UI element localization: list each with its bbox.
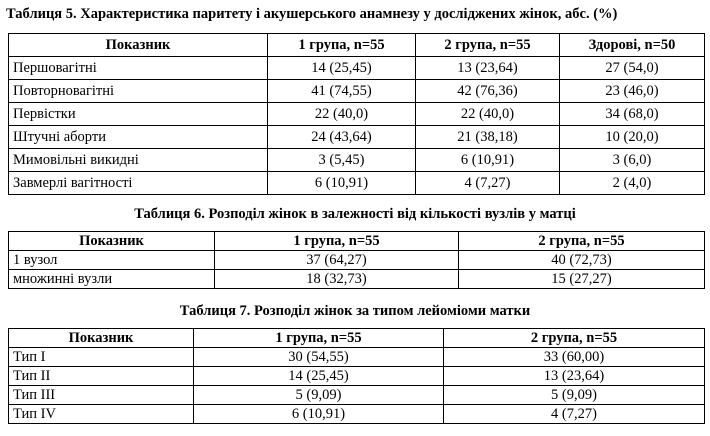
table-row [9, 367, 705, 386]
table-cell: 40 (72,73) [459, 251, 705, 270]
table-row [9, 126, 705, 149]
table-row [9, 172, 705, 195]
table-cell: 23 (46,0) [560, 80, 705, 103]
row-label: Першовагітні [9, 57, 268, 80]
table-header-row [9, 329, 705, 348]
column-header: 2 група, n=55 [416, 34, 560, 57]
row-label: Тип I [9, 348, 194, 367]
column-header: Показник [9, 329, 194, 348]
table5 [8, 33, 705, 195]
table-cell: 14 (25,45) [268, 57, 416, 80]
table-header-row [9, 232, 705, 251]
table-row [9, 348, 705, 367]
table-cell: 15 (27,27) [459, 270, 705, 289]
table-cell: 6 (10,91) [416, 149, 560, 172]
table-cell: 6 (10,91) [194, 405, 444, 424]
table-cell: 33 (60,00) [444, 348, 705, 367]
table-row [9, 103, 705, 126]
row-label: 1 вузол [9, 251, 215, 270]
table-cell: 22 (40,0) [416, 103, 560, 126]
table-row [9, 405, 705, 424]
table-row [9, 386, 705, 405]
table-cell: 27 (54,0) [560, 57, 705, 80]
table5-caption: Таблиця 5. Характеристика паритету і акушерського анамнезу у досліджених жінок, абс. (%) [6, 6, 618, 22]
table-header-row [9, 34, 705, 57]
table-cell: 42 (76,36) [416, 80, 560, 103]
table-cell: 41 (74,55) [268, 80, 416, 103]
table-cell: 13 (23,64) [416, 57, 560, 80]
table7 [8, 328, 705, 424]
column-header: Показник [9, 34, 268, 57]
row-label: Мимовільні викидні [9, 149, 268, 172]
column-header: 1 група, n=55 [268, 34, 416, 57]
table-cell: 22 (40,0) [268, 103, 416, 126]
table-cell: 34 (68,0) [560, 103, 705, 126]
table-cell: 5 (9,09) [444, 386, 705, 405]
row-label: Тип IV [9, 405, 194, 424]
table-cell: 3 (6,0) [560, 149, 705, 172]
row-label: Первістки [9, 103, 268, 126]
row-label: Штучні аборти [9, 126, 268, 149]
table-cell: 14 (25,45) [194, 367, 444, 386]
table-cell: 5 (9,09) [194, 386, 444, 405]
table-row [9, 270, 705, 289]
column-header: Показник [9, 232, 215, 251]
table-cell: 21 (38,18) [416, 126, 560, 149]
table-cell: 3 (5,45) [268, 149, 416, 172]
table-cell: 30 (54,55) [194, 348, 444, 367]
column-header: 1 група, n=55 [194, 329, 444, 348]
column-header: 1 група, n=55 [215, 232, 459, 251]
table-cell: 13 (23,64) [444, 367, 705, 386]
column-header: 2 група, n=55 [459, 232, 705, 251]
row-label: Тип II [9, 367, 194, 386]
table-cell: 6 (10,91) [268, 172, 416, 195]
table-row [9, 149, 705, 172]
table-cell: 18 (32,73) [215, 270, 459, 289]
table-cell: 24 (43,64) [268, 126, 416, 149]
row-label: Повторновагітні [9, 80, 268, 103]
row-label: множинні вузли [9, 270, 215, 289]
table6-caption: Таблиця 6. Розподіл жінок в залежності від кількості вузлів у матці [134, 206, 576, 222]
table7-caption: Таблиця 7. Розподіл жінок за типом лейоміоми матки [179, 303, 531, 319]
table-row [9, 251, 705, 270]
table-cell: 4 (7,27) [444, 405, 705, 424]
table6 [8, 231, 705, 289]
table-cell: 10 (20,0) [560, 126, 705, 149]
row-label: Завмерлі вагітності [9, 172, 268, 195]
table-cell: 2 (4,0) [560, 172, 705, 195]
table-cell: 4 (7,27) [416, 172, 560, 195]
table-row [9, 57, 705, 80]
column-header: Здорові, n=50 [560, 34, 705, 57]
table-row [9, 80, 705, 103]
column-header: 2 група, n=55 [444, 329, 705, 348]
table-cell: 37 (64,27) [215, 251, 459, 270]
row-label: Тип III [9, 386, 194, 405]
